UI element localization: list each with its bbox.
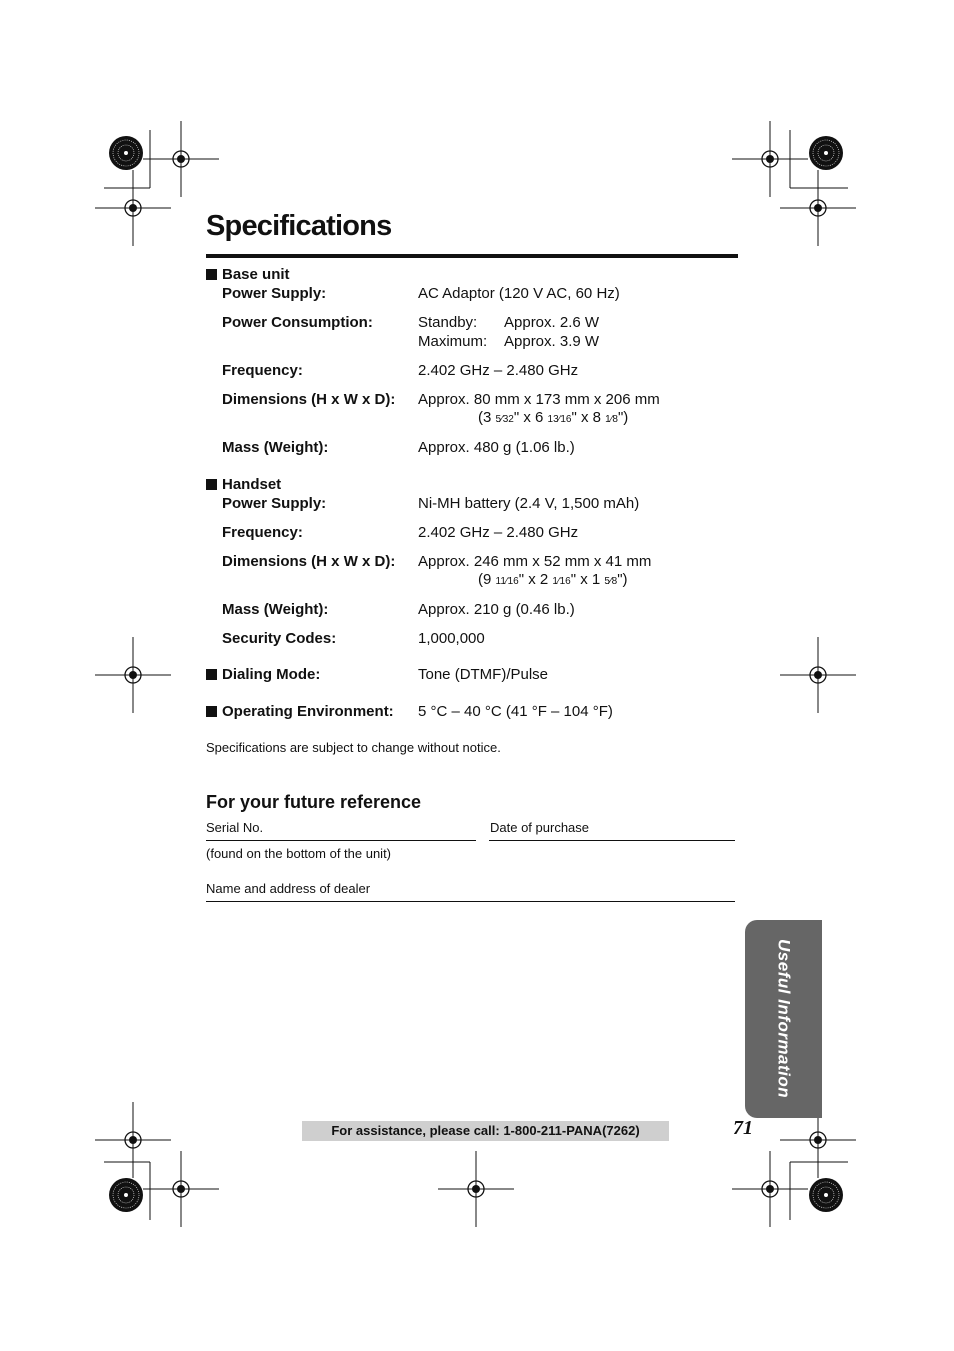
registration-cross-mark: [780, 170, 856, 246]
spec-label: Frequency:: [222, 362, 303, 379]
dialing-mode-label: [206, 666, 320, 683]
registration-cross-mark: [95, 1102, 171, 1178]
spec-value: 5 °C – 40 °C (41 °F – 104 °F): [418, 703, 613, 720]
serial-location-note: (found on the bottom of the unit): [206, 846, 392, 861]
fraction: 5⁄8: [604, 576, 618, 587]
inch-text: "): [617, 571, 628, 588]
spec-value: Tone (DTMF)/Pulse: [418, 666, 549, 683]
registration-cross-mark: [143, 121, 219, 197]
change-notice: Specifications are subject to change without notice.: [206, 740, 501, 755]
registration-cross-mark: [438, 1151, 514, 1227]
spec-value: 2.402 GHz – 2.480 GHz: [418, 362, 579, 379]
fraction: 1⁄16: [552, 576, 571, 587]
spec-label: Mass (Weight):: [222, 601, 329, 618]
registration-cross-mark: [95, 170, 171, 246]
spec-value: 2.402 GHz – 2.480 GHz: [418, 524, 579, 541]
registration-star-mark: [809, 136, 843, 170]
spec-label: Dimensions (H x W x D):: [222, 391, 396, 408]
dealer-label: Name and address of dealer: [206, 881, 371, 896]
spec-value: Approx. 3.9 W: [504, 333, 600, 350]
spec-label: Frequency:: [222, 524, 303, 541]
spec-label: Power Supply:: [222, 285, 327, 302]
spec-value: Approx. 210 g (0.46 lb.): [418, 601, 575, 618]
inch-text: " x 1: [570, 571, 605, 588]
assistance-banner: For assistance, please call: 1-800-211-PANA(7262): [302, 1121, 669, 1141]
section-label: Base unit: [222, 266, 290, 283]
inch-text: (3: [478, 409, 496, 426]
spec-label: Security Codes:: [222, 630, 337, 647]
registration-cross-mark: [780, 637, 856, 713]
purchase-date-line: [489, 840, 735, 841]
spec-value: Ni-MH battery (2.4 V, 1,500 mAh): [418, 495, 640, 512]
section-label: Operating Environment:: [222, 703, 394, 720]
registration-star-mark: [109, 136, 143, 170]
operating-environment-label: [206, 703, 394, 720]
base-unit-heading: [206, 266, 290, 283]
spec-value: 1,000,000: [418, 630, 485, 647]
square-bullet-icon: [206, 269, 217, 280]
section-label: Dialing Mode:: [222, 666, 321, 683]
square-bullet-icon: [206, 706, 217, 717]
page-number: 71: [733, 1117, 753, 1139]
spec-value: Approx. 2.6 W: [504, 314, 600, 331]
inch-text: " x 8: [571, 409, 606, 426]
future-reference-title: For your future reference: [206, 792, 422, 812]
registration-cross-mark: [95, 637, 171, 713]
spec-value: Approx. 80 mm x 173 mm x 206 mm: [418, 391, 660, 408]
handset-heading: [206, 476, 281, 493]
registration-cross-mark: [732, 121, 808, 197]
spec-value: Approx. 480 g (1.06 lb.): [418, 439, 575, 456]
dealer-line: [206, 901, 735, 902]
fraction: 11⁄16: [495, 576, 519, 587]
spec-label: Dimensions (H x W x D):: [222, 553, 396, 570]
title-rule: [206, 254, 738, 258]
purchase-date-label: Date of purchase: [490, 820, 590, 835]
square-bullet-icon: [206, 669, 217, 680]
section-tab-label: Useful Information: [774, 939, 794, 1099]
inch-text: (9: [478, 571, 496, 588]
fraction: 1⁄8: [605, 414, 618, 425]
registration-star-mark: [809, 1178, 843, 1212]
page-title: Specifications: [206, 210, 392, 242]
spec-label: Power Consumption:: [222, 314, 373, 331]
spec-value: AC Adaptor (120 V AC, 60 Hz): [418, 285, 620, 302]
serial-number-line: [206, 840, 476, 841]
registration-star-mark: [109, 1178, 143, 1212]
inch-dimensions: [478, 570, 628, 591]
spec-label: Power Supply:: [222, 495, 327, 512]
square-bullet-icon: [206, 479, 217, 490]
section-label: Handset: [222, 476, 282, 493]
serial-number-label: Serial No.: [206, 820, 264, 835]
fraction: 5⁄32: [495, 414, 514, 425]
spec-value: Maximum:: [418, 333, 488, 350]
inch-text: " x 2: [518, 571, 553, 588]
registration-cross-mark: [143, 1151, 219, 1227]
spec-label: Mass (Weight):: [222, 439, 329, 456]
inch-text: "): [617, 409, 629, 426]
spec-value: Standby:: [418, 314, 478, 331]
inch-dimensions: [478, 408, 628, 429]
section-tab-label-wrap: [745, 920, 822, 1118]
spec-value: Approx. 246 mm x 52 mm x 41 mm: [418, 553, 652, 570]
fraction: 13⁄16: [547, 414, 572, 425]
inch-text: " x 6: [513, 409, 548, 426]
